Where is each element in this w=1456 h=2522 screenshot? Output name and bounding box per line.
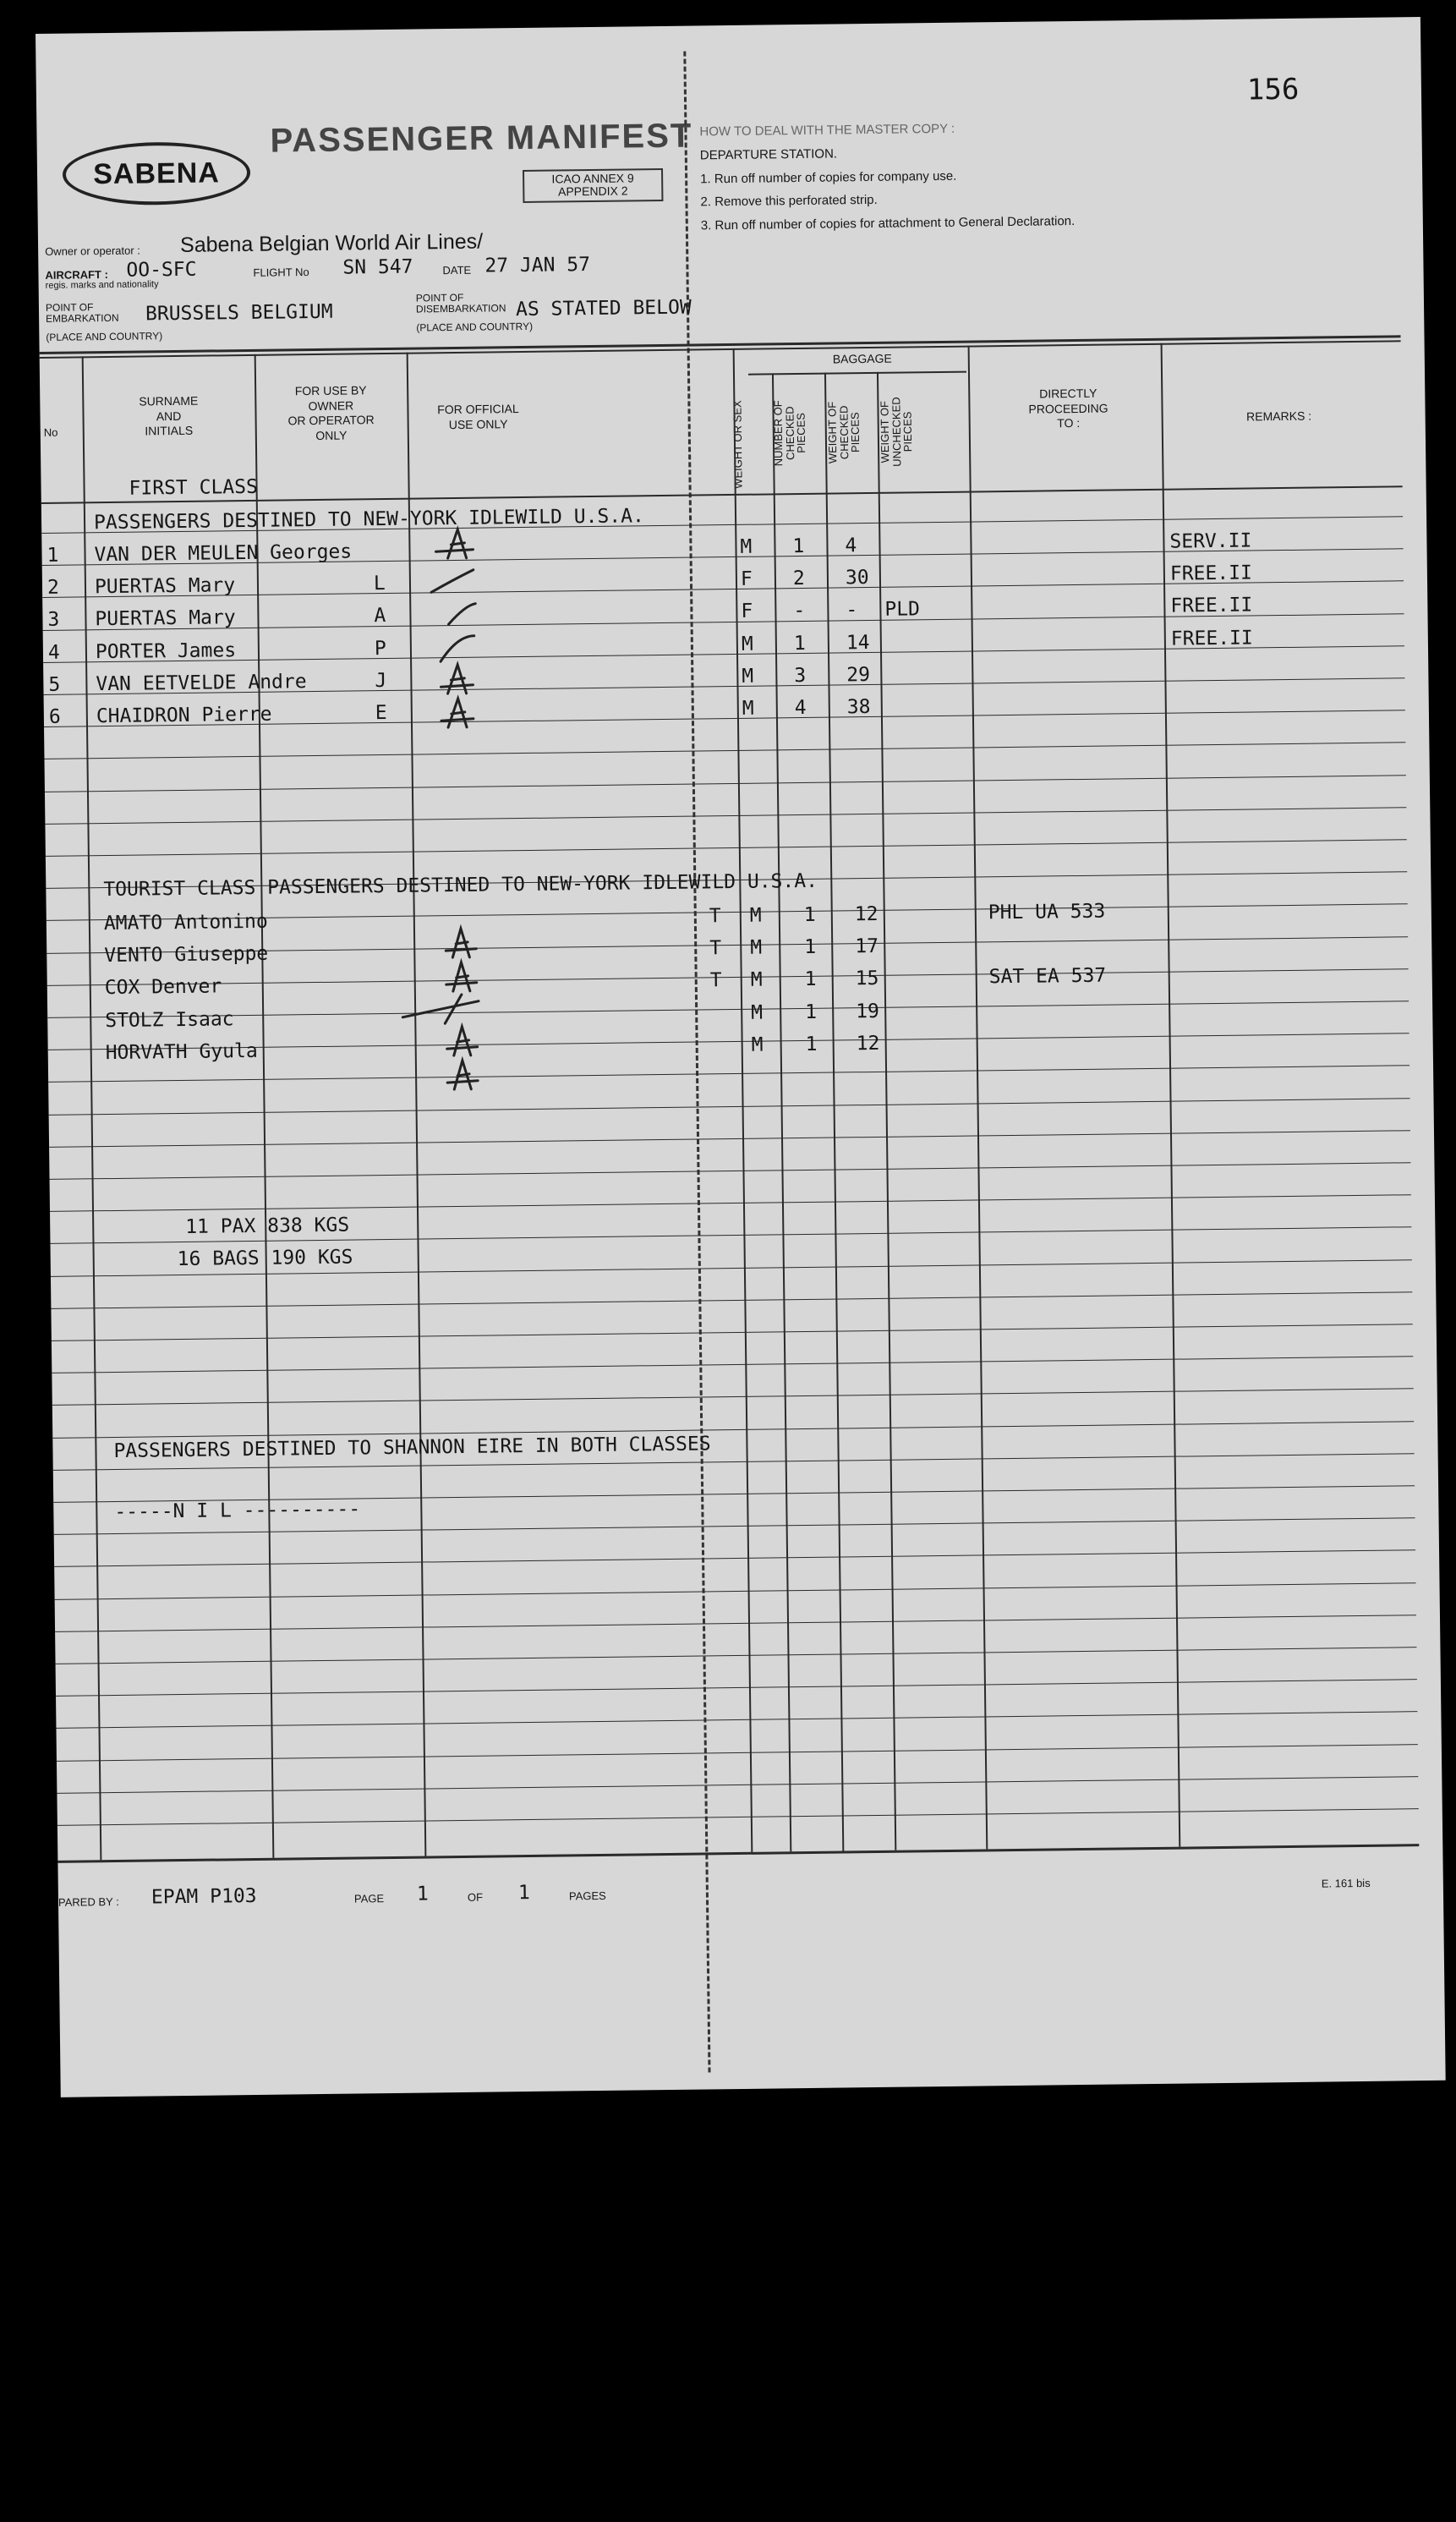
form-code: E. 161 bis: [1321, 1876, 1371, 1890]
header-line: OR OPERATOR: [287, 413, 375, 428]
table-row-rule: [44, 743, 1405, 760]
table-row-rule: [52, 1356, 1413, 1373]
header-line: DIRECTLY: [1039, 386, 1097, 401]
checked-weight: 30: [845, 567, 869, 589]
aircraft-sublabel: regis. marks and nationality: [45, 279, 159, 291]
passenger-remarks: FREE.II: [1170, 594, 1253, 618]
passenger-initial: A: [374, 605, 386, 628]
table-column-rule: [968, 346, 988, 1850]
baggage-subheader-rule: [748, 371, 966, 376]
checked-weight: 12: [856, 1032, 880, 1055]
passenger-sex: M: [750, 968, 763, 992]
passenger-number: 1: [47, 544, 59, 567]
total-pax: 11 PAX 838 KGS: [185, 1214, 350, 1238]
instruction-item: 2. Remove this perforated strip.: [700, 193, 878, 210]
col-unchecked-weight-header: [879, 376, 915, 486]
instructions-subheading: DEPARTURE STATION.: [699, 146, 838, 163]
passenger-name: PUERTAS Mary: [95, 606, 236, 631]
handwritten-initials: [413, 524, 518, 795]
manifest-sheet: [36, 17, 1446, 2097]
tourist-class-destination: TOURIST CLASS PASSENGERS DESTINED TO NEW-YORK IDLEWILD U.S.A.: [103, 869, 818, 902]
passenger-sex: M: [750, 936, 763, 959]
perforated-strip: [683, 52, 710, 2073]
col-owner-use-header: [256, 383, 406, 444]
of-value: 1: [517, 1882, 530, 1905]
sabena-logo: SABENA: [63, 141, 251, 206]
flight-number: SN 547: [342, 255, 413, 279]
footer-rule: [57, 1844, 1419, 1863]
col-weight-sex-header: WEIGHT OR SEX: [731, 400, 745, 489]
col-baggage-header: BAGGAGE: [832, 351, 892, 366]
owner-value: Sabena Belgian World Air Lines/: [179, 229, 484, 257]
passenger-name: VENTO Giuseppe: [104, 942, 269, 968]
checked-pieces: 1: [804, 968, 817, 991]
checked-weight: 12: [854, 902, 879, 926]
disembarkation-label: POINT OF DISEMBARKATION: [415, 291, 506, 315]
passenger-name: AMATO Antonino: [103, 910, 268, 935]
embarkation-value: BRUSSELS BELGIUM: [145, 300, 333, 326]
table-row-rule: [49, 1098, 1410, 1116]
checked-pieces: 1: [803, 903, 816, 926]
disembarkation-sublabel: (PLACE AND COUNTRY): [416, 320, 534, 334]
col-proceeding-header: [973, 386, 1163, 432]
col-checked-weight-header: [826, 377, 862, 487]
passenger-number: 3: [47, 609, 60, 632]
checked-pieces: 1: [805, 1033, 818, 1055]
date-label: DATE: [442, 263, 472, 277]
passenger-sex: M: [741, 633, 753, 655]
checked-pieces: 1: [804, 935, 817, 959]
header-line: UNCHECKED: [889, 397, 903, 467]
passenger-name: VAN EETVELDE Andre: [96, 670, 307, 695]
master-copy-instructions: [699, 116, 1075, 238]
checked-weight: 38: [846, 695, 871, 719]
tourist-class-mark: T: [709, 969, 722, 992]
table-row-rule: [51, 1291, 1412, 1309]
passenger-remarks: FREE.II: [1170, 627, 1253, 650]
table-row-rule: [47, 968, 1409, 986]
checked-weight: 17: [855, 935, 879, 958]
passenger-sex: M: [751, 1033, 764, 1056]
table-row-rule: [52, 1421, 1414, 1439]
table-row-rule: [48, 1066, 1409, 1083]
passenger-sex: M: [749, 904, 762, 927]
passenger-name: VAN DER MEULEN Georges: [94, 540, 353, 567]
header-line: OWNER: [308, 397, 354, 413]
passenger-sex: M: [742, 665, 754, 688]
table-row-rule: [45, 807, 1406, 825]
header-line: ONLY: [315, 428, 348, 442]
flight-date: 27 JAN 57: [484, 254, 591, 277]
proceeding-to: SAT EA 537: [988, 965, 1107, 989]
col-official-header: [408, 402, 547, 433]
header-line: USE ONLY: [448, 416, 508, 431]
passenger-remarks: SERV.II: [1169, 529, 1252, 553]
passenger-name: CHAIDRON Pierre: [96, 703, 272, 728]
header-line: CHECKED: [783, 406, 796, 461]
checked-pieces: 1: [793, 632, 806, 655]
passenger-name: COX Denver: [104, 975, 222, 1000]
first-class-label: FIRST CLASS: [129, 475, 259, 500]
passenger-initial: E: [375, 701, 387, 725]
passenger-initial: J: [375, 669, 387, 692]
table-row-rule: [52, 1324, 1413, 1341]
aircraft-label: AIRCRAFT :: [45, 267, 108, 282]
table-row-rule: [56, 1679, 1417, 1697]
header-line: FOR OFFICIAL: [437, 402, 519, 417]
checked-pieces: -: [793, 600, 806, 622]
aircraft-registration: OO-SFC: [126, 258, 197, 282]
passenger-sex: F: [740, 567, 753, 591]
tourist-class-mark: T: [709, 937, 722, 960]
passenger-sex: M: [742, 697, 754, 720]
table-row-rule: [57, 1744, 1418, 1762]
passenger-initial: P: [374, 637, 386, 660]
passenger-number: 5: [48, 673, 61, 696]
table-column-rule: [824, 373, 844, 1851]
shannon-destination: PASSENGERS DESTINED TO SHANNON EIRE IN BOTH CLASSES: [113, 1433, 711, 1462]
handwritten-initials-tourist: [393, 923, 497, 1118]
col-checked-num-header: [772, 378, 808, 488]
header-line: PIECES: [794, 413, 808, 453]
total-bags: 16 BAGS 190 KGS: [177, 1246, 353, 1271]
passenger-number: 4: [47, 641, 60, 664]
passenger-remarks: FREE.II: [1169, 562, 1252, 585]
col-remarks-header: REMARKS :: [1246, 408, 1312, 424]
checked-weight: 15: [855, 968, 879, 990]
header-line: FOR USE BY: [294, 383, 367, 398]
icao-box: [523, 168, 663, 203]
page-label: PAGE: [353, 1892, 385, 1905]
header-line: SURNAME: [139, 393, 199, 408]
header-line: PIECES: [848, 412, 862, 453]
pages-label: PAGES: [568, 1889, 606, 1903]
table-row-rule: [57, 1808, 1419, 1826]
passenger-name: PUERTAS Mary: [94, 574, 236, 599]
table-row-rule: [55, 1615, 1416, 1632]
page-value: 1: [416, 1883, 429, 1905]
instruction-item: 3. Run off number of copies for attachment to General Declaration.: [700, 213, 1076, 233]
prepared-label: PARED BY :: [57, 1894, 119, 1909]
instructions-heading: HOW TO DEAL WITH THE MASTER COPY :: [699, 121, 955, 140]
table-row-rule: [45, 775, 1406, 792]
passenger-sex: M: [751, 1001, 764, 1024]
col-surname-header: [84, 393, 254, 440]
header-line: WEIGHT OF: [825, 401, 840, 464]
checked-pieces: 2: [792, 567, 805, 590]
shannon-nil: -----N I L ----------: [114, 1498, 361, 1523]
tourist-class-mark: T: [709, 905, 721, 928]
header-line: TO :: [1057, 415, 1081, 430]
passenger-sex: F: [741, 600, 753, 623]
table-row-rule: [46, 839, 1407, 857]
checked-pieces: 1: [792, 535, 805, 558]
table-row-rule: [47, 1001, 1409, 1018]
table-row-rule: [49, 1130, 1410, 1148]
table-row-rule: [50, 1162, 1411, 1180]
passenger-number: 6: [48, 705, 61, 728]
passenger-name: STOLZ Isaac: [105, 1007, 234, 1032]
table-row-rule: [56, 1647, 1417, 1664]
header-line: AND: [156, 408, 182, 423]
disembarkation-value: AS STATED BELOW: [515, 296, 692, 321]
icao-line: ICAO ANNEX 9: [551, 171, 634, 186]
passenger-initial: L: [373, 573, 386, 595]
first-class-destination: PASSENGERS DESTINED TO NEW-YORK IDLEWILD U.S.A.: [93, 505, 645, 535]
checked-weight: 19: [856, 1000, 880, 1023]
instruction-item: 1. Run off number of copies for company use.: [700, 168, 957, 186]
header-line: PIECES: [900, 411, 915, 452]
embarkation-sublabel: (PLACE AND COUNTRY): [46, 330, 163, 343]
header-line: CHECKED: [837, 405, 851, 460]
table-row-rule: [56, 1712, 1417, 1730]
table-column-rule: [255, 354, 275, 1858]
passenger-number: 2: [47, 576, 60, 600]
header-line: WEIGHT OF: [878, 400, 892, 463]
icao-line: APPENDIX 2: [557, 184, 628, 199]
form-title: PASSENGER MANIFEST: [270, 117, 693, 160]
proceeding-to: PHL UA 533: [988, 900, 1106, 924]
owner-label: Owner or operator :: [45, 244, 140, 258]
manifest-grid: [36, 17, 1420, 34]
table-row-rule: [55, 1582, 1416, 1600]
table-row-rule: [50, 1194, 1411, 1212]
checked-pieces: 1: [805, 1001, 818, 1023]
checked-weight: 14: [846, 631, 870, 654]
checked-pieces: 3: [794, 664, 807, 687]
table-column-rule: [772, 373, 791, 1851]
table-row-rule: [52, 1389, 1414, 1406]
header-rule: [40, 335, 1401, 354]
passenger-sex: M: [740, 535, 753, 558]
of-label: OF: [467, 1890, 484, 1904]
flight-label: FLIGHT No: [253, 266, 309, 279]
table-row-rule: [54, 1550, 1415, 1568]
embarkation-label: POINT OF EMBARKATION: [45, 301, 119, 325]
unchecked-weight: PLD: [884, 598, 921, 622]
checked-weight: 29: [846, 663, 871, 687]
checked-weight: 4: [845, 535, 857, 557]
checked-weight: -: [846, 599, 858, 622]
header-line: NUMBER OF: [771, 400, 785, 467]
col-no-header: No: [43, 425, 58, 439]
table-row-rule: [57, 1776, 1418, 1794]
checked-pieces: 4: [794, 696, 807, 720]
page-number: 156: [1246, 72, 1300, 107]
table-column-rule: [877, 372, 896, 1850]
header-line: PROCEEDING: [1028, 401, 1108, 416]
passenger-name: HORVATH Gyula: [105, 1039, 258, 1064]
passenger-name: PORTER James: [95, 639, 237, 663]
header-line: INITIALS: [145, 423, 194, 438]
prepared-by: EPAM P103: [151, 1884, 257, 1909]
